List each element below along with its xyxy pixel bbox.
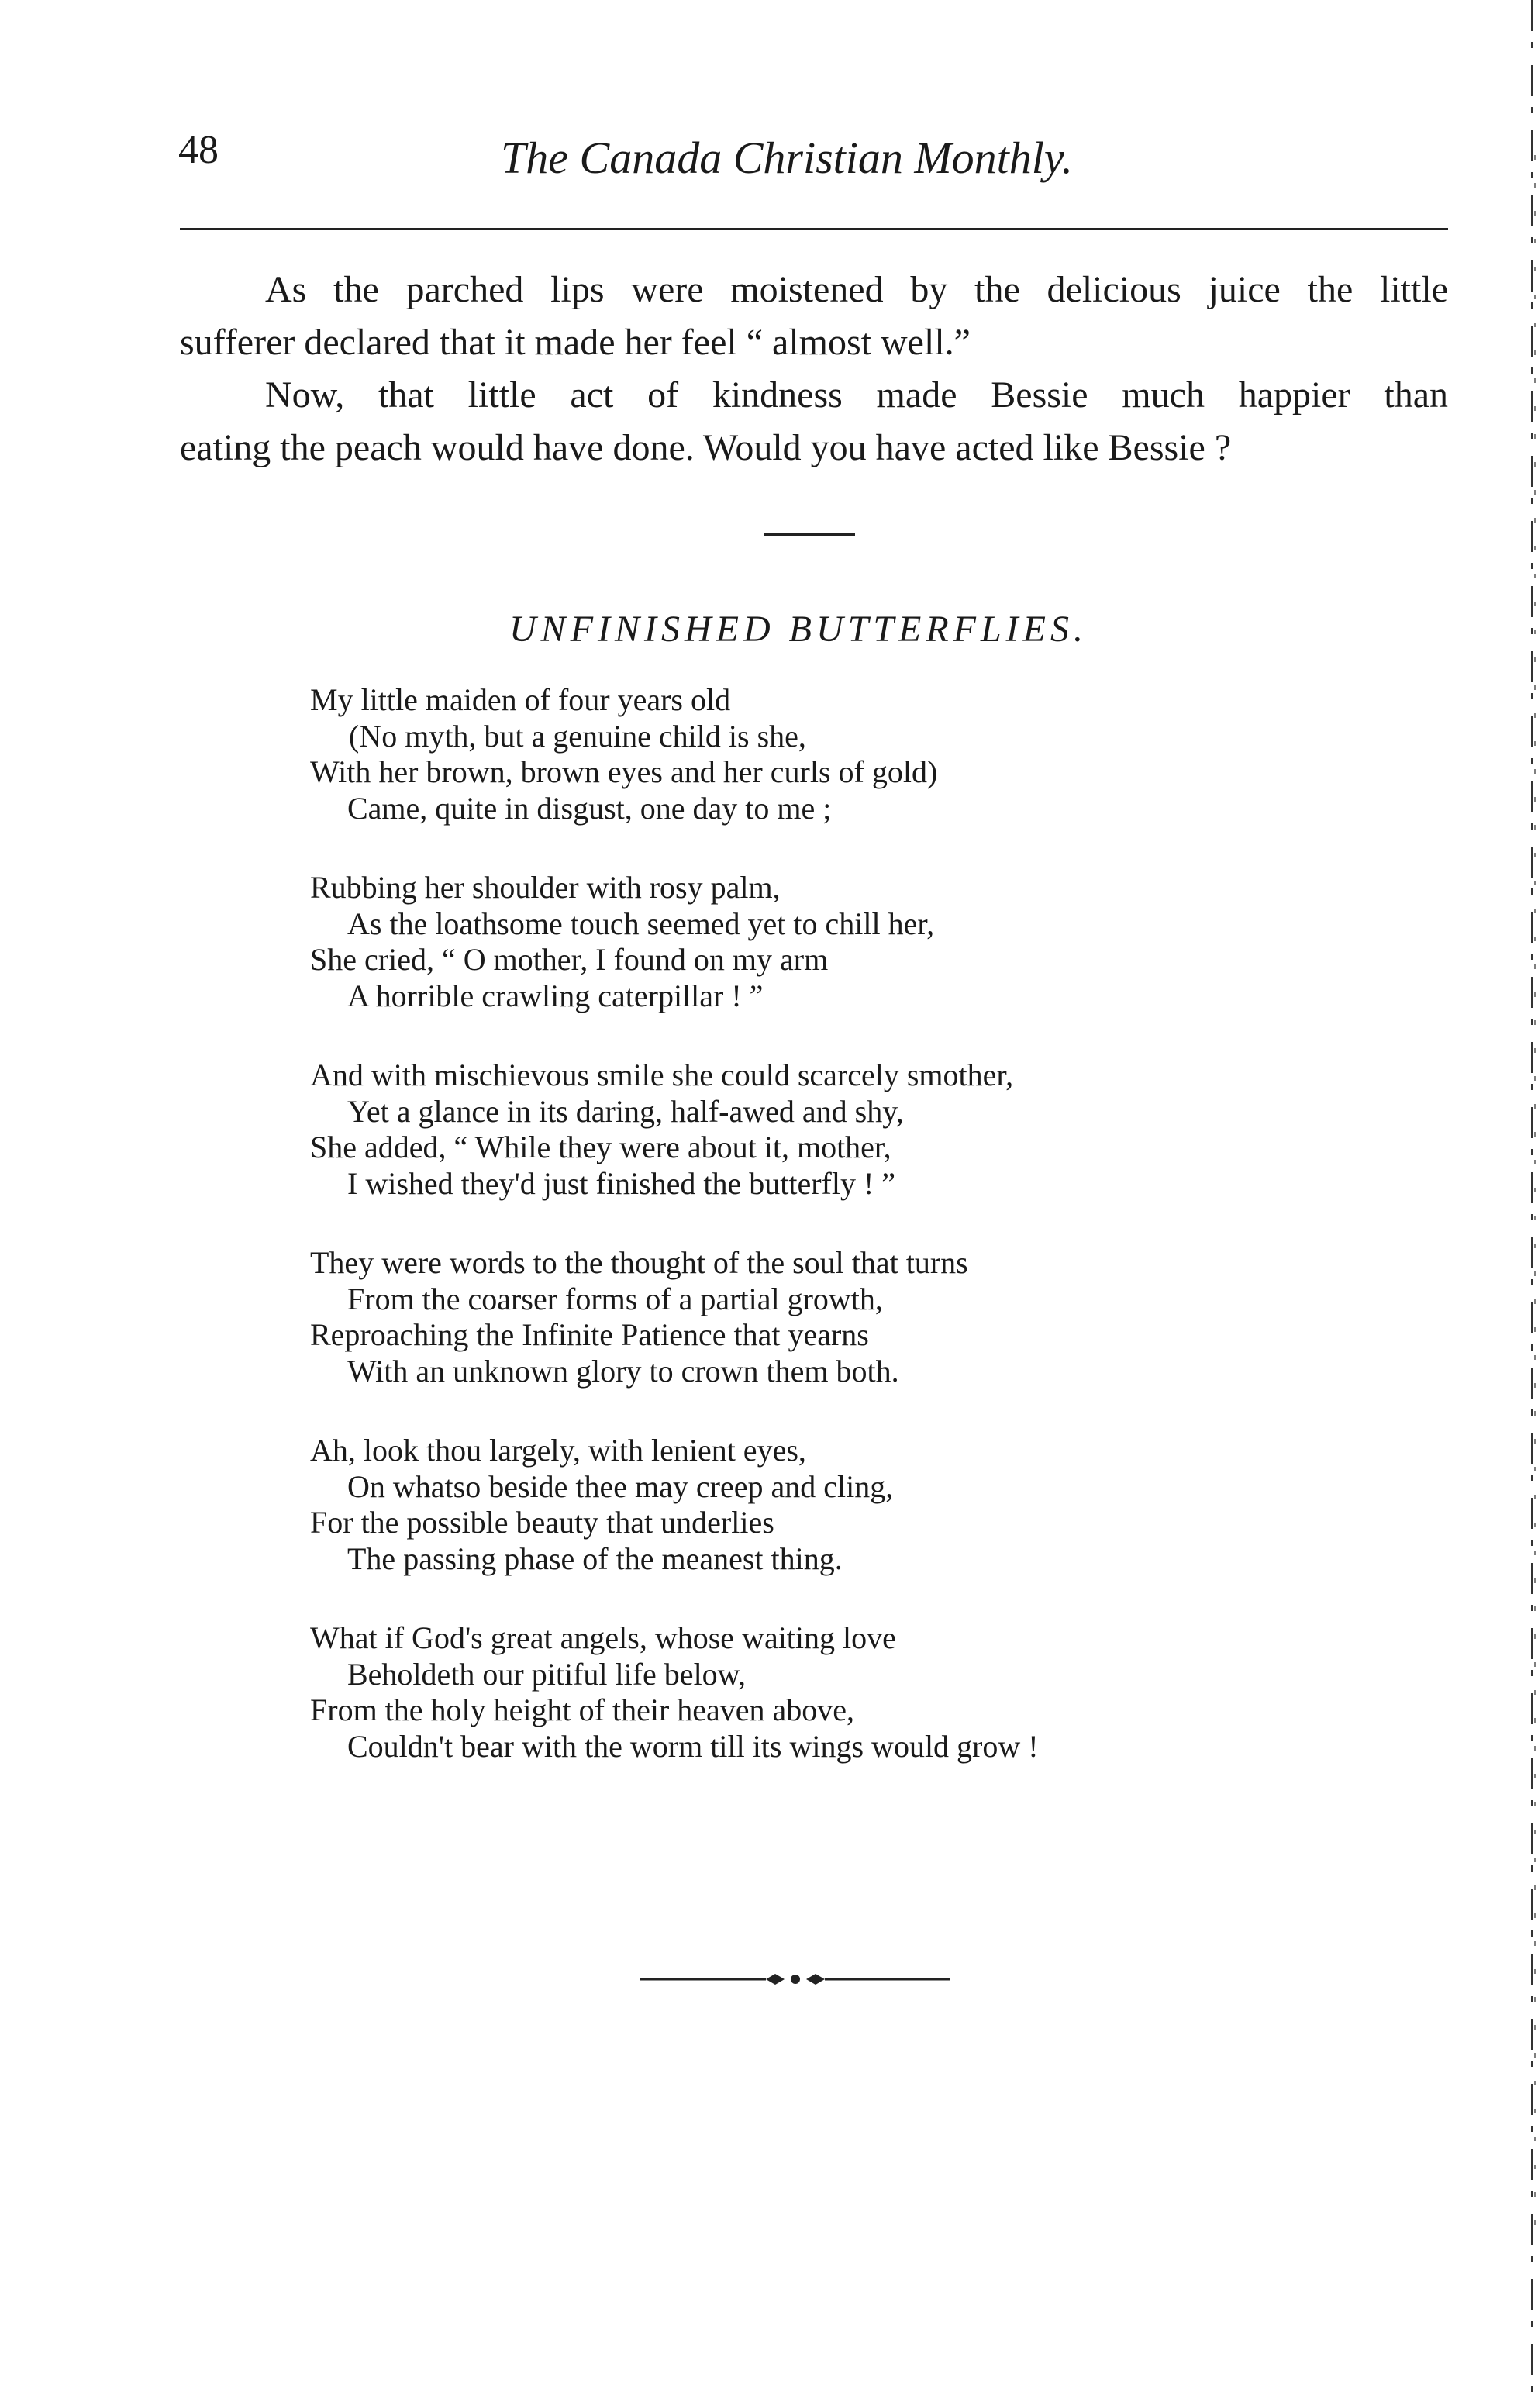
prose-line: eating the peach would have done. Would you have acted like Bessie ? (180, 427, 1232, 468)
verse-line: As the loathsome touch seemed yet to chill her, (347, 906, 935, 941)
verse-line: And with mischievous smile she could scarcely smother, (310, 1057, 1014, 1092)
stanza (310, 1620, 1279, 1765)
prose-paragraph-1 (180, 264, 1448, 369)
verse-line: Reproaching the Infinite Patience that yearns (310, 1317, 869, 1352)
verse-line: With an unknown glory to crown them both. (347, 1353, 899, 1389)
verse-line: Beholdeth our pitiful life below, (347, 1656, 746, 1692)
verse-line: On whatso beside thee may creep and cling, (347, 1468, 894, 1504)
prose-paragraph-2 (180, 369, 1448, 474)
poem (310, 682, 1279, 1808)
verse-line: What if God's great angels, whose waiting love (310, 1620, 896, 1655)
verse-line: Came, quite in disgust, one day to me ; (347, 790, 832, 826)
verse-line: I wished they'd just finished the butterfly ! ” (347, 1165, 896, 1201)
verse-line: The passing phase of the meanest thing. (347, 1540, 843, 1576)
header-rule (180, 228, 1448, 230)
verse-line: With her brown, brown eyes and her curls of gold) (310, 754, 938, 789)
page-number: 48 (178, 128, 219, 172)
running-title: The Canada Christian Monthly. (501, 133, 1073, 183)
verse-line: She cried, “ O mother, I found on my arm (310, 942, 829, 977)
verse-line: My little maiden of four years old (310, 682, 731, 717)
prose-line: As the parched lips were moistened by the delicious juice the little (265, 269, 1448, 310)
tailpiece-ornament (640, 1968, 950, 1991)
prose-line: sufferer declared that it made her feel “ almost well.” (180, 322, 971, 363)
verse-line: Couldn't bear with the worm till its wings would grow ! (347, 1728, 1039, 1764)
poem-title: UNFINISHED BUTTERFLIES. (509, 609, 1088, 650)
stanza (310, 1433, 1279, 1577)
verse-line: They were words to the thought of the soul that turns (310, 1245, 968, 1280)
stanza (310, 682, 1279, 826)
verse-line: From the holy height of their heaven above, (310, 1692, 855, 1727)
prose-line: Now, that little act of kindness made Bessie much happier than (265, 374, 1448, 416)
verse-line: Rubbing her shoulder with rosy palm, (310, 870, 781, 905)
stanza (310, 1245, 1279, 1389)
stanza (310, 870, 1279, 1014)
stanza (310, 1057, 1279, 1202)
verse-line: She added, “ While they were about it, mother, (310, 1130, 891, 1164)
section-divider (764, 533, 855, 536)
verse-line: Ah, look thou largely, with lenient eyes, (310, 1433, 806, 1468)
verse-line: Yet a glance in its daring, half-awed and shy, (347, 1093, 904, 1129)
verse-line: (No myth, but a genuine child is she, (349, 718, 806, 754)
verse-line: For the possible beauty that underlies (310, 1505, 774, 1540)
verse-line: From the coarser forms of a partial growth, (347, 1281, 883, 1316)
verse-line: A horrible crawling caterpillar ! ” (347, 978, 764, 1013)
scanned-page-edge (1521, 0, 1538, 2408)
